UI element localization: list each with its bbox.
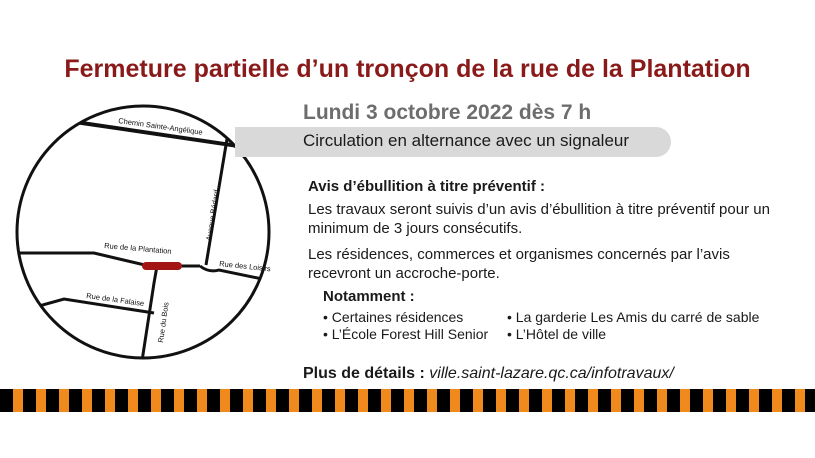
details-label: Plus de détails : [303, 365, 425, 382]
label-rue-de-la-plantation: Rue de la Plantation [103, 241, 172, 256]
avis-paragraph-1: Les travaux seront suivis d’un avis d’ébullition à titre préventif pour un minimum de 3 jours consécutifs. [308, 201, 770, 237]
avis-heading: Avis d’ébullition à titre préventif : [308, 178, 545, 195]
label-chemin-sainte-angelique: Chemin Sainte-Angélique [117, 116, 204, 137]
label-rue-des-loisirs: Rue des Loisirs [218, 259, 272, 274]
warning-stripe [0, 389, 815, 412]
traffic-banner-text: Circulation en alternance avec un signaleur [303, 131, 630, 150]
list-item: • L’École Forest Hill Senior [323, 326, 488, 342]
list-item: • Certaines résidences [323, 309, 463, 325]
label-rue-du-bois: Rue du Bois [156, 301, 171, 344]
details-link[interactable]: ville.saint-lazare.qc.ca/infotravaux/ [429, 365, 674, 382]
notamment-heading: Notamment : [323, 288, 415, 305]
avis-paragraph-2: Les résidences, commerces et organismes concernés par l’avis recevront un accroche-porte. [308, 246, 730, 282]
label-avenue-bedard: Avenue Bédard [204, 188, 222, 242]
details-line [303, 365, 674, 383]
page-title: Fermeture partielle d’un tronçon de la rue de la Plantation [64, 55, 751, 83]
list-item: • La garderie Les Amis du carré de sable [507, 309, 759, 325]
event-date: Lundi 3 octobre 2022 dès 7 h [303, 101, 592, 124]
street-map [14, 103, 272, 361]
list-item: • L’Hôtel de ville [507, 326, 606, 342]
label-rue-de-la-falaise: Rue de la Falaise [85, 291, 145, 309]
